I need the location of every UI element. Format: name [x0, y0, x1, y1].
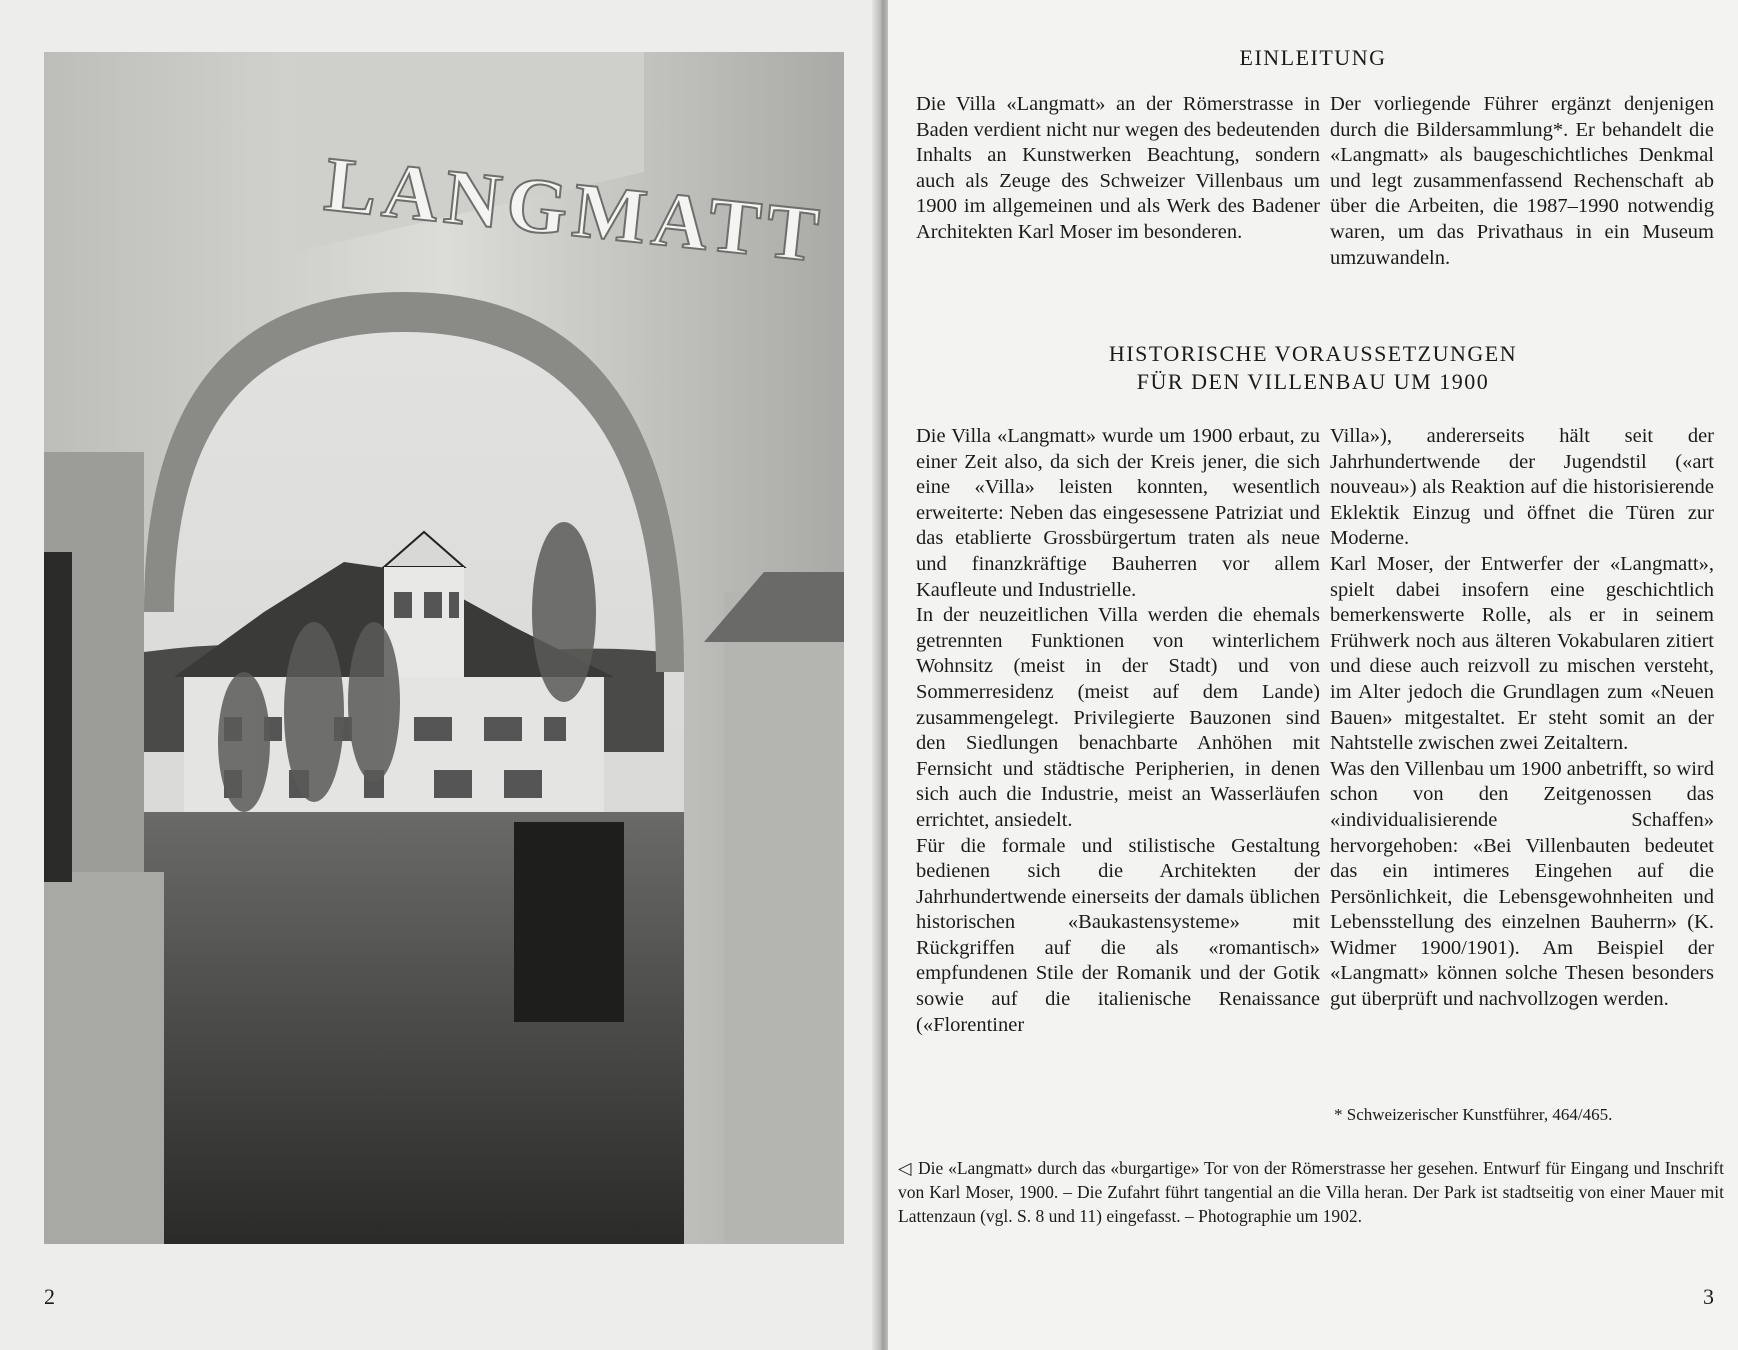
history-paragraph: Karl Moser, der Entwerfer der «Langmatt», spielt dabei insofern eine geschichtlich bemerkenswerte Rolle, als er in seinem Frühwerk noch aus älteren Vokabularen zitiert und diese auch reizvoll zu mischen versteht, im Alter jedoch die Grundlagen zum «Neuen Bauen» mitgestaltet. Er steht somit an der Nahtstelle zwischen zwei Zeitaltern. [1330, 552, 1714, 755]
gate-inscription: LANGMATT [320, 139, 829, 279]
right-page [888, 0, 1738, 1350]
intro-paragraph-left: Die Villa «Langmatt» an der Römerstrasse in Baden verdient nicht nur wegen des bedeutenden Inhalts an Kunstwerken Beachtung, sondern auch als Zeuge des Schweizer Villenbaus um 1900 im allgemeinen und als Werk des Badener Architekten Karl Moser im besonderen. [916, 93, 1320, 243]
intro-paragraph-right: Der vorliegende Führer ergänzt denjenigen durch die Bildersammlung*. Er behandelt die «Langmatt» als baugeschichtliches Denkmal und legt zusammenfassend Rechenschaft ab über die Arbeiten, die 1987–1990 notwendig waren, um das Privathaus in ein Museum umzuwandeln. [1330, 93, 1714, 269]
history-column-right [1330, 424, 1714, 1013]
heading-einleitung: EINLEITUNG [1239, 45, 1387, 70]
photo-caption [898, 1156, 1724, 1228]
intro-column-right [1330, 92, 1714, 271]
caption-text: Die «Langmatt» durch das «burgartige» Tor von der Römerstrasse her gesehen. Entwurf für Eingang und Inschrift von Karl Moser, 1900. – Die Zufahrt führt tangential an die Villa heran. Der Park ist stadtseitig von einer Mauer mit Lattenzaun (vgl. S. 8 und 11) eingefasst. – Photographie um 1902. [898, 1158, 1724, 1226]
caption-arrow-icon: ◁ [898, 1158, 912, 1178]
history-paragraph: Villa»), andererseits hält seit der Jahrhundertwende der Jugendstil («art nouveau») als Reaktion auf die historisierende Eklektik Einzug und öffnet die Türen zur Moderne. [1330, 425, 1714, 550]
page-number-right: 3 [1703, 1284, 1714, 1309]
intro-column-left [916, 92, 1320, 246]
heading-history-line2: FÜR DEN VILLENBAU UM 1900 [1136, 369, 1490, 394]
history-paragraph: Für die formale und stilistische Gestaltung bedienen sich die Architekten der Jahrhundertwende einerseits der damals üblichen historischen «Baukastensysteme» mit Rückgriffen auf die als «romantisch» empfundenen Stile der Romanik und der Gotik sowie auf die italienische Renaissance («Florentiner [916, 834, 1320, 1036]
gate-photo-illustration [44, 52, 844, 1244]
gate-photograph [44, 52, 844, 1244]
heading-history-line1: HISTORISCHE VORAUSSETZUNGEN [1108, 341, 1518, 366]
history-paragraph: In der neuzeitlichen Villa werden die ehemals getrennten Funktionen von winterlichem Wohnsitz (meist in der Stadt) und von Sommerresidenz (meist auf dem Lande) zusammengelegt. Privilegierte Bauzonen sind den Siedlungen benachbarte Anhöhen mit Fernsicht und städtische Peripherien, in denen sich auch die Industrie, meist an Wasserläufen errichtet, ansiedelt. [916, 604, 1320, 831]
history-paragraph: Was den Villenbau um 1900 anbetrifft, so wird schon von den Zeitgenossen das «individualisierende Schaffen» hervorgehoben: «Bei Villenbauten bedeutet das ein intimeres Eingehen auf die Persönlichkeit, die Lebensgewohnheiten und Lebensstellung des einzelnen Bauherrn» (K. Widmer 1900/1901). Am Beispiel der «Langmatt» können solche Thesen besonders gut überprüft und nachvollzogen werden. [1330, 757, 1714, 1011]
history-paragraph: Die Villa «Langmatt» wurde um 1900 erbaut, zu einer Zeit also, da sich der Kreis jener, die sich eine «Villa» leisten konnten, wesentlich erweiterte: Neben das eingesessene Patriziat und das etablierte Grossbürgertum traten als neue und finanzkräftige Bauherren vor allem Kaufleute und Industrielle. [916, 425, 1320, 601]
history-column-left [916, 424, 1320, 1038]
page-number-left: 2 [44, 1284, 55, 1309]
footnote: * Schweizerischer Kunstführer, 464/465. [1334, 1105, 1613, 1124]
